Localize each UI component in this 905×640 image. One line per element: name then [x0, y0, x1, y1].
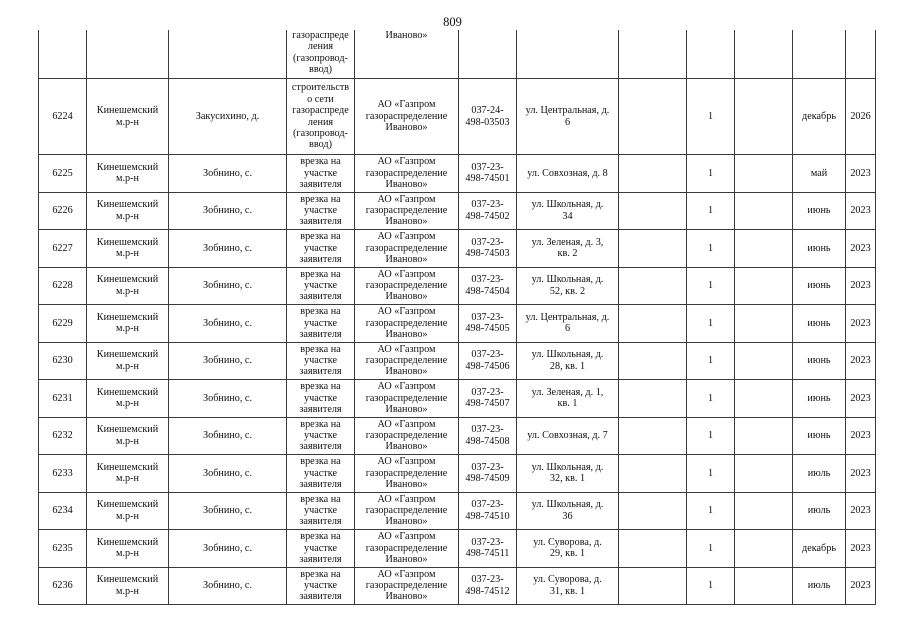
cell-no: [39, 30, 87, 79]
table-row: [39, 192, 876, 230]
cell-address: ул. Совхозная, д. 8: [517, 155, 619, 193]
cell-col10: [735, 455, 793, 493]
cell-code: 037-23- 498-74511: [459, 530, 517, 568]
cell-type: врезка на участке заявителя: [287, 267, 355, 305]
cell-type: врезка на участке заявителя: [287, 305, 355, 343]
cell-code: 037-23- 498-74505: [459, 305, 517, 343]
cell-col8: [619, 492, 687, 530]
cell-year: 2023: [846, 230, 876, 268]
cell-no: 6234: [39, 492, 87, 530]
cell-org: АО «Газпром газораспределение Иваново»: [355, 567, 459, 605]
cell-settlement: Зобнино, с.: [169, 342, 287, 380]
cell-col10: [735, 305, 793, 343]
cell-year: 2026: [846, 79, 876, 155]
cell-type: врезка на участке заявителя: [287, 155, 355, 193]
cell-type: врезка на участке заявителя: [287, 492, 355, 530]
cell-settlement: Зобнино, с.: [169, 380, 287, 418]
cell-col10: [735, 380, 793, 418]
cell-address: ул. Центральная, д. 6: [517, 79, 619, 155]
cell-no: 6233: [39, 455, 87, 493]
cell-no: 6224: [39, 79, 87, 155]
cell-month: июнь: [793, 230, 846, 268]
table-row: [39, 155, 876, 193]
table-row: [39, 79, 876, 155]
cell-no: 6228: [39, 267, 87, 305]
cell-qty: 1: [687, 417, 735, 455]
cell-code: 037-23- 498-74509: [459, 455, 517, 493]
cell-qty: [687, 30, 735, 79]
cell-month: июль: [793, 567, 846, 605]
cell-org: АО «Газпром газораспределение Иваново»: [355, 417, 459, 455]
cell-col8: [619, 155, 687, 193]
cell-code: 037-23- 498-74503: [459, 230, 517, 268]
cell-org: АО «Газпром газораспределение Иваново»: [355, 455, 459, 493]
cell-type: врезка на участке заявителя: [287, 530, 355, 568]
cell-qty: 1: [687, 342, 735, 380]
page-number: 809: [443, 15, 462, 29]
cell-type: врезка на участке заявителя: [287, 192, 355, 230]
cell-month: июнь: [793, 305, 846, 343]
document-table: [38, 30, 876, 605]
cell-year: 2023: [846, 342, 876, 380]
cell-year: 2023: [846, 267, 876, 305]
cell-no: 6227: [39, 230, 87, 268]
cell-type: врезка на участке заявителя: [287, 380, 355, 418]
cell-code: 037-23- 498-74506: [459, 342, 517, 380]
cell-district: Кинешемский м.р-н: [87, 155, 169, 193]
cell-year: 2023: [846, 192, 876, 230]
cell-org: АО «Газпром газораспределение Иваново»: [355, 380, 459, 418]
cell-qty: 1: [687, 567, 735, 605]
cell-type: врезка на участке заявителя: [287, 417, 355, 455]
cell-col8: [619, 30, 687, 79]
cell-year: 2023: [846, 567, 876, 605]
cell-year: 2023: [846, 417, 876, 455]
cell-qty: 1: [687, 267, 735, 305]
cell-code: 037-24- 498-03503: [459, 79, 517, 155]
cell-col8: [619, 417, 687, 455]
cell-no: 6226: [39, 192, 87, 230]
cell-no: 6230: [39, 342, 87, 380]
cell-year: 2023: [846, 380, 876, 418]
cell-org: АО «Газпром газораспределение Иваново»: [355, 305, 459, 343]
cell-code: 037-23- 498-74502: [459, 192, 517, 230]
cell-month: июнь: [793, 342, 846, 380]
cell-col8: [619, 192, 687, 230]
table-row: [39, 530, 876, 568]
cell-month: июнь: [793, 380, 846, 418]
cell-settlement: Закусихино, д.: [169, 79, 287, 155]
table-row-continued: [39, 30, 876, 79]
cell-year: 2023: [846, 155, 876, 193]
cell-code: 037-23- 498-74512: [459, 567, 517, 605]
cell-col8: [619, 342, 687, 380]
cell-qty: 1: [687, 455, 735, 493]
cell-settlement: Зобнино, с.: [169, 305, 287, 343]
cell-col8: [619, 455, 687, 493]
cell-type: врезка на участке заявителя: [287, 342, 355, 380]
cell-code: [459, 30, 517, 79]
cell-org: АО «Газпром газораспределение Иваново»: [355, 530, 459, 568]
cell-col10: [735, 342, 793, 380]
cell-settlement: [169, 30, 287, 79]
cell-district: Кинешемский м.р-н: [87, 192, 169, 230]
cell-code: 037-23- 498-74507: [459, 380, 517, 418]
cell-district: Кинешемский м.р-н: [87, 79, 169, 155]
cell-org: АО «Газпром газораспределение Иваново»: [355, 267, 459, 305]
cell-settlement: Зобнино, с.: [169, 492, 287, 530]
cell-address: [517, 30, 619, 79]
cell-district: Кинешемский м.р-н: [87, 492, 169, 530]
cell-qty: 1: [687, 230, 735, 268]
cell-year: 2023: [846, 492, 876, 530]
cell-district: [87, 30, 169, 79]
cell-col10: [735, 267, 793, 305]
cell-district: Кинешемский м.р-н: [87, 455, 169, 493]
cell-col10: [735, 417, 793, 455]
cell-no: 6232: [39, 417, 87, 455]
cell-col10: [735, 492, 793, 530]
cell-qty: 1: [687, 79, 735, 155]
cell-org: АО «Газпром газораспределение Иваново»: [355, 342, 459, 380]
table-row: [39, 567, 876, 605]
cell-col8: [619, 267, 687, 305]
table-row: [39, 492, 876, 530]
cell-settlement: Зобнино, с.: [169, 267, 287, 305]
cell-org: АО «Газпром газораспределение Иваново»: [355, 79, 459, 155]
cell-settlement: Зобнино, с.: [169, 192, 287, 230]
cell-code: 037-23- 498-74508: [459, 417, 517, 455]
cell-district: Кинешемский м.р-н: [87, 567, 169, 605]
table-row: [39, 455, 876, 493]
cell-district: Кинешемский м.р-н: [87, 230, 169, 268]
cell-qty: 1: [687, 530, 735, 568]
cell-col8: [619, 380, 687, 418]
table-row: [39, 342, 876, 380]
cell-col10: [735, 30, 793, 79]
table-row: [39, 417, 876, 455]
cell-col8: [619, 530, 687, 568]
cell-col8: [619, 79, 687, 155]
cell-code: 037-23- 498-74510: [459, 492, 517, 530]
cell-district: Кинешемский м.р-н: [87, 380, 169, 418]
cell-org: АО «Газпром газораспределение Иваново»: [355, 192, 459, 230]
cell-qty: 1: [687, 380, 735, 418]
cell-month: июнь: [793, 417, 846, 455]
cell-no: 6231: [39, 380, 87, 418]
cell-qty: 1: [687, 192, 735, 230]
cell-district: Кинешемский м.р-н: [87, 342, 169, 380]
cell-code: 037-23- 498-74504: [459, 267, 517, 305]
cell-address: ул. Школьная, д. 36: [517, 492, 619, 530]
cell-type: газораспреде ления (газопровод- ввод): [287, 30, 355, 79]
cell-year: 2023: [846, 455, 876, 493]
cell-org: Иваново»: [355, 30, 459, 79]
cell-year: 2023: [846, 305, 876, 343]
cell-address: ул. Школьная, д. 52, кв. 2: [517, 267, 619, 305]
cell-settlement: Зобнино, с.: [169, 530, 287, 568]
cell-col10: [735, 192, 793, 230]
cell-no: 6225: [39, 155, 87, 193]
cell-col10: [735, 79, 793, 155]
cell-type: врезка на участке заявителя: [287, 567, 355, 605]
cell-settlement: Зобнино, с.: [169, 455, 287, 493]
cell-org: АО «Газпром газораспределение Иваново»: [355, 492, 459, 530]
cell-address: ул. Суворова, д. 29, кв. 1: [517, 530, 619, 568]
cell-address: ул. Школьная, д. 32, кв. 1: [517, 455, 619, 493]
cell-address: ул. Совхозная, д. 7: [517, 417, 619, 455]
cell-month: июнь: [793, 267, 846, 305]
cell-address: ул. Центральная, д. 6: [517, 305, 619, 343]
cell-no: 6229: [39, 305, 87, 343]
cell-address: ул. Зеленая, д. 3, кв. 2: [517, 230, 619, 268]
cell-year: [846, 30, 876, 79]
cell-col10: [735, 530, 793, 568]
cell-district: Кинешемский м.р-н: [87, 305, 169, 343]
cell-no: 6235: [39, 530, 87, 568]
cell-col10: [735, 230, 793, 268]
cell-month: декабрь: [793, 79, 846, 155]
cell-month: июль: [793, 455, 846, 493]
cell-col10: [735, 567, 793, 605]
cell-address: ул. Суворова, д. 31, кв. 1: [517, 567, 619, 605]
cell-district: Кинешемский м.р-н: [87, 417, 169, 455]
cell-no: 6236: [39, 567, 87, 605]
table-row: [39, 380, 876, 418]
cell-col8: [619, 567, 687, 605]
cell-type: врезка на участке заявителя: [287, 230, 355, 268]
cell-settlement: Зобнино, с.: [169, 230, 287, 268]
table-row: [39, 305, 876, 343]
cell-type: строительств о сети газораспреде ления (газопровод- ввод): [287, 79, 355, 155]
table-row: [39, 267, 876, 305]
cell-org: АО «Газпром газораспределение Иваново»: [355, 230, 459, 268]
cell-col8: [619, 230, 687, 268]
cell-settlement: Зобнино, с.: [169, 417, 287, 455]
cell-col10: [735, 155, 793, 193]
cell-district: Кинешемский м.р-н: [87, 267, 169, 305]
cell-month: июль: [793, 492, 846, 530]
cell-qty: 1: [687, 492, 735, 530]
cell-address: ул. Зеленая, д. 1, кв. 1: [517, 380, 619, 418]
cell-settlement: Зобнино, с.: [169, 567, 287, 605]
cell-month: [793, 30, 846, 79]
cell-qty: 1: [687, 305, 735, 343]
cell-qty: 1: [687, 155, 735, 193]
cell-org: АО «Газпром газораспределение Иваново»: [355, 155, 459, 193]
cell-settlement: Зобнино, с.: [169, 155, 287, 193]
cell-code: 037-23- 498-74501: [459, 155, 517, 193]
cell-address: ул. Школьная, д. 34: [517, 192, 619, 230]
table-row: [39, 230, 876, 268]
cell-year: 2023: [846, 530, 876, 568]
cell-month: май: [793, 155, 846, 193]
cell-type: врезка на участке заявителя: [287, 455, 355, 493]
table-body: [39, 30, 876, 605]
cell-address: ул. Школьная, д. 28, кв. 1: [517, 342, 619, 380]
cell-month: июнь: [793, 192, 846, 230]
cell-col8: [619, 305, 687, 343]
cell-district: Кинешемский м.р-н: [87, 530, 169, 568]
cell-month: декабрь: [793, 530, 846, 568]
